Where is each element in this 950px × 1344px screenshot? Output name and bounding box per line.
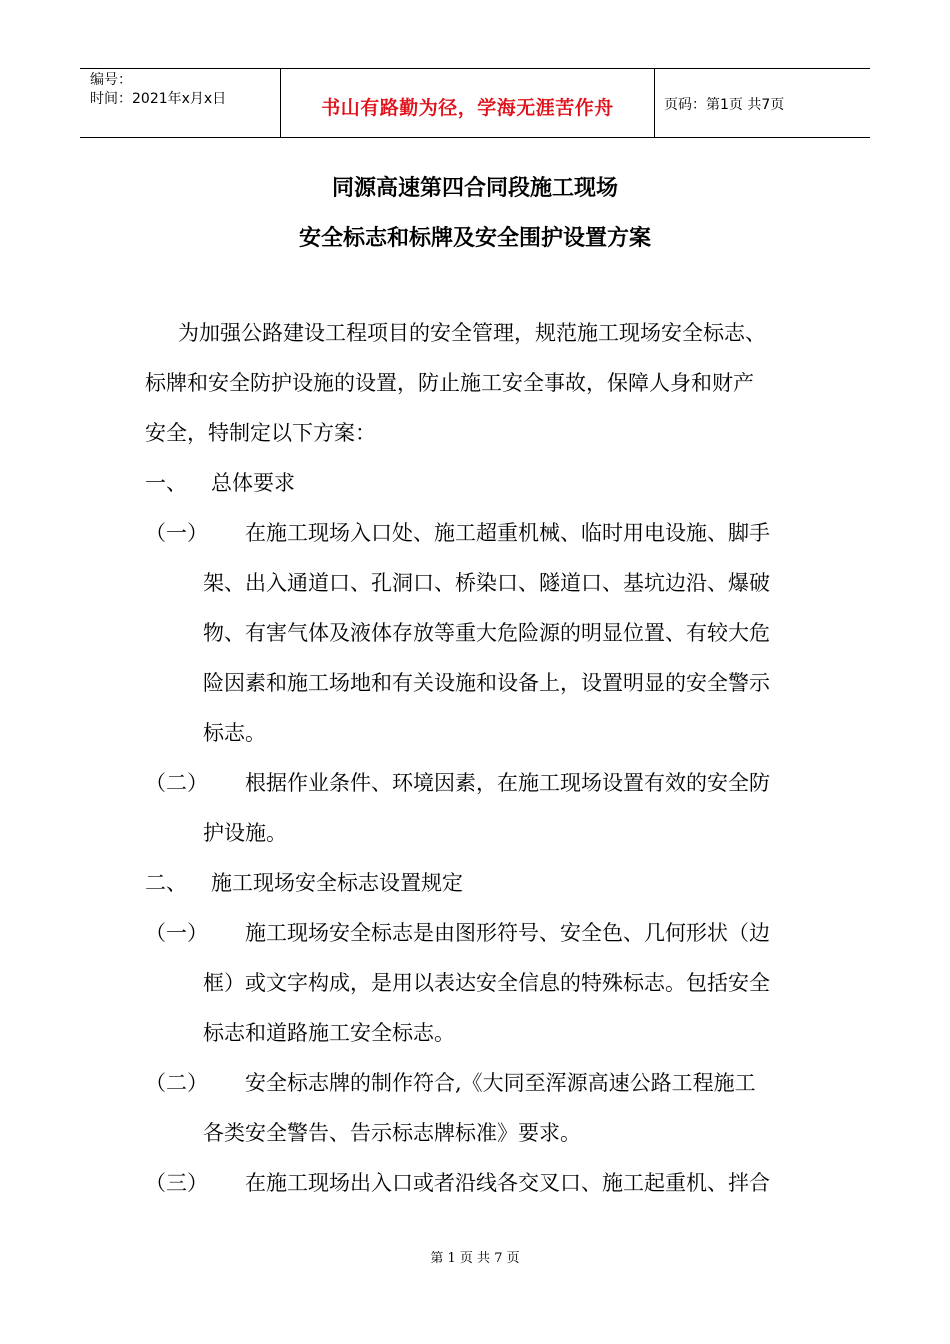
item-line: 安全标志牌的制作符合,《大同至浑源高速公路工程施工 (245, 1071, 756, 1095)
intro-line: 标牌和安全防护设施的设置，防止施工安全事故，保障人身和财产 (145, 371, 754, 395)
item-line: 施工现场安全标志是由图形符号、安全色、几何形状（边 (245, 921, 770, 945)
item-line: 标志。 (203, 721, 266, 745)
item-line: 框）或文字构成，是用以表达安全信息的特殊标志。包括安全 (203, 971, 770, 995)
item-number: （一） (145, 521, 208, 545)
time-label: 时间：2021年x月x日 (90, 91, 227, 107)
document-title-line2: 安全标志和标牌及安全围护设置方案 (298, 226, 651, 251)
item-line: 根据作业条件、环境因素，在施工现场设置有效的安全防 (245, 771, 770, 795)
item-line: 各类安全警告、告示标志牌标准》要求。 (203, 1121, 581, 1145)
item-number: （二） (145, 1071, 208, 1095)
header-page-cell (655, 69, 870, 137)
serial-label: 编号： (90, 72, 132, 88)
item-number: （三） (145, 1171, 208, 1195)
intro-line: 安全，特制定以下方案： (145, 421, 376, 445)
page-info: 页码：第1页 共7页 (664, 97, 785, 113)
page-footer: 第 1 页 共 7 页 (430, 1251, 520, 1266)
item-line: 架、出入通道口、孔洞口、桥染口、隧道口、基坑边沿、爆破 (203, 571, 770, 595)
item-line: 在施工现场出入口或者沿线各交叉口、施工起重机、拌合 (245, 1171, 770, 1195)
document-title-line1: 同源高速第四合同段施工现场 (331, 176, 618, 201)
section-number: 二、 (145, 871, 187, 895)
item-line: 险因素和施工场地和有关设施和设备上，设置明显的安全警示 (203, 671, 770, 695)
motto-text: 书山有路勤为径，学海无涯苦作舟 (321, 96, 614, 119)
item-line: 物、有害气体及液体存放等重大危险源的明显位置、有较大危 (203, 621, 770, 645)
section-heading: 总体要求 (211, 471, 295, 495)
header-table (80, 68, 870, 138)
section-heading: 施工现场安全标志设置规定 (211, 871, 463, 895)
header-motto-cell (281, 69, 655, 137)
item-line: 标志和道路施工安全标志。 (203, 1021, 455, 1045)
section-number: 一、 (145, 471, 187, 495)
item-number: （一） (145, 921, 208, 945)
item-number: （二） (145, 771, 208, 795)
header-meta-cell (80, 69, 281, 137)
item-line: 在施工现场入口处、施工超重机械、临时用电设施、脚手 (245, 521, 770, 545)
intro-line: 为加强公路建设工程项目的安全管理，规范施工现场安全标志、 (178, 321, 766, 345)
item-line: 护设施。 (203, 821, 287, 845)
